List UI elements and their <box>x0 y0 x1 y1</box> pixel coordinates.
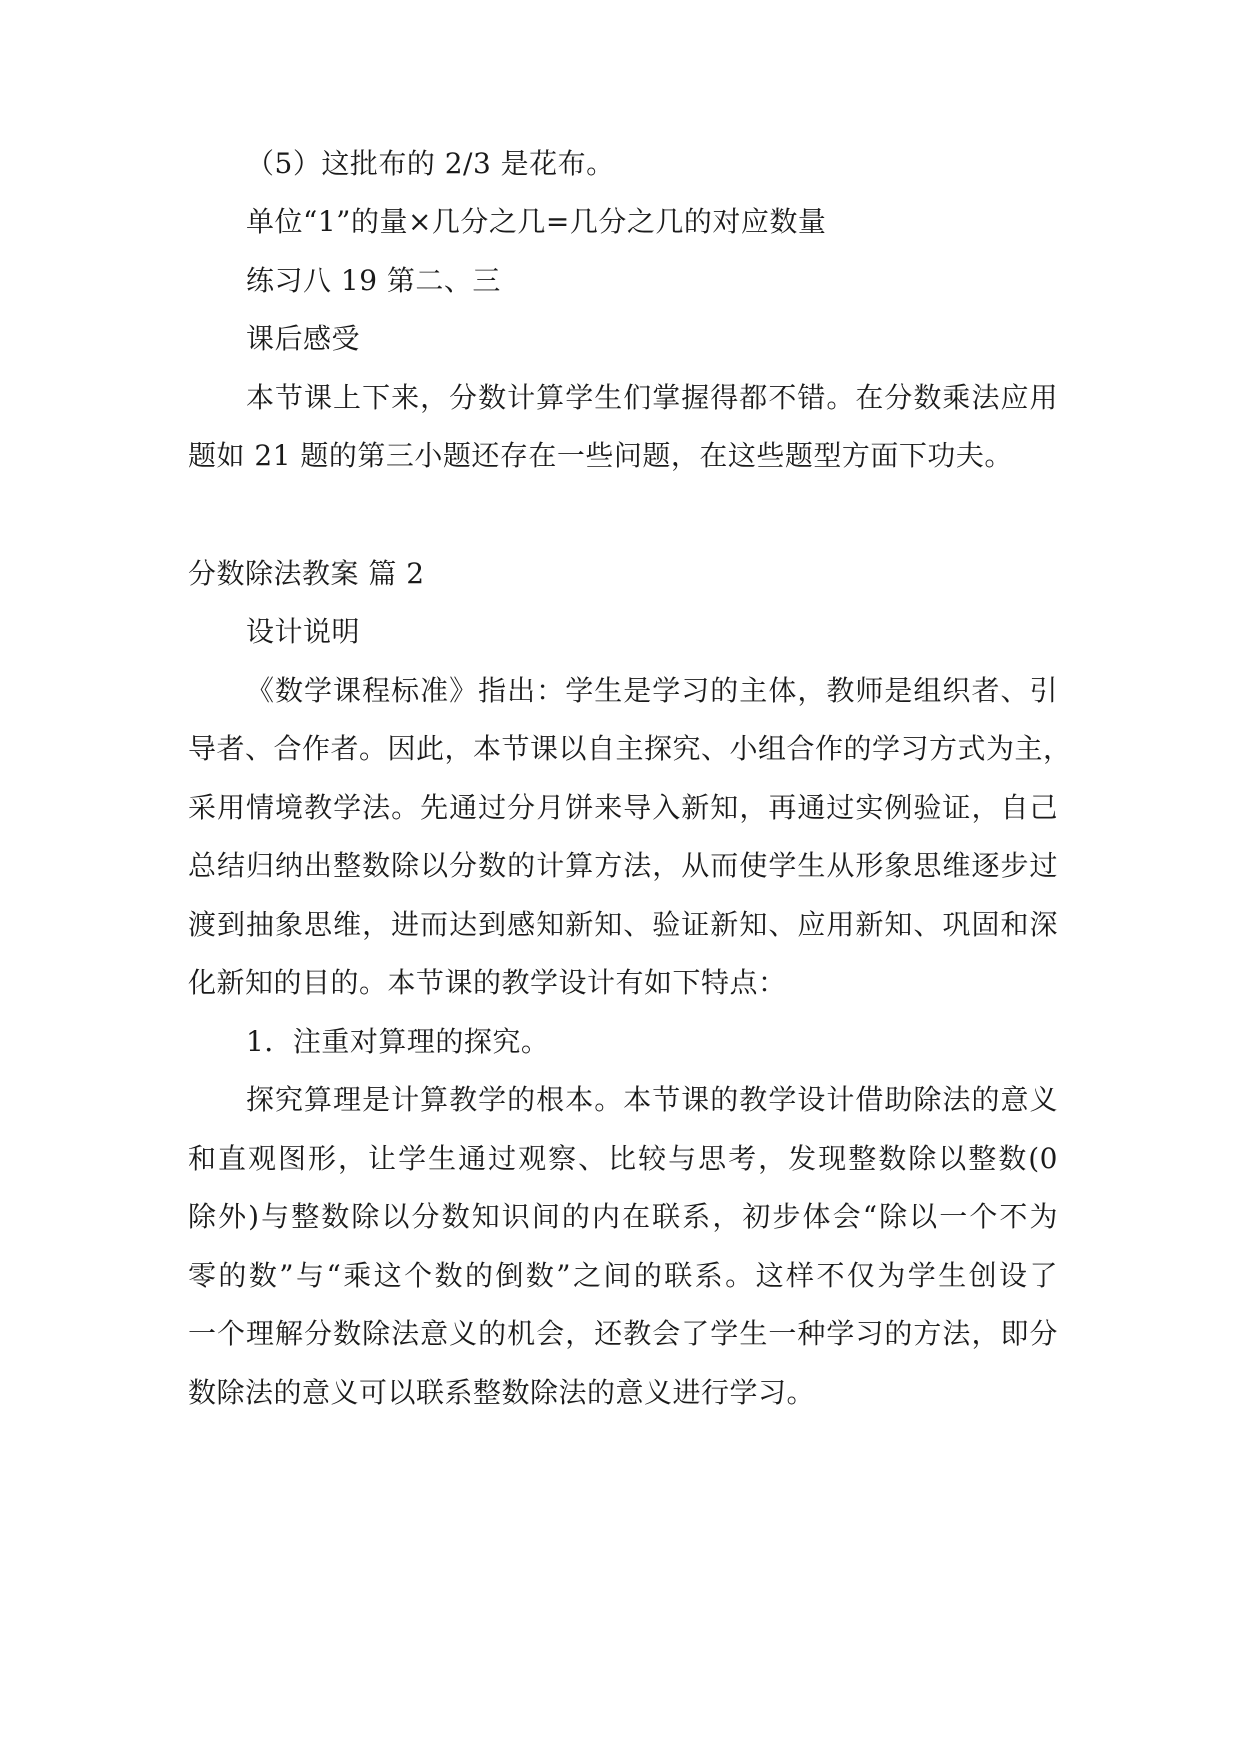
design-paragraph-line: 导者、合作者。因此，本节课以自主探究、小组合作的学习方式为主， <box>188 732 1072 765</box>
point1-paragraph-line: 零的数”与“乘这个数的倒数”之间的联系。这样不仅为学生创设了 <box>188 1259 1058 1292</box>
reflection-line-2: 题如 21 题的第三小题还存在一些问题，在这些题型方面下功夫。 <box>188 439 1013 472</box>
reflection-line-1: 本节课上下来，分数计算学生们掌握得都不错。在分数乘法应用 <box>246 381 1058 414</box>
point1-paragraph-line: 和直观图形，让学生通过观察、比较与思考，发现整数除以整数(0 <box>188 1142 1058 1175</box>
design-paragraph-line: 化新知的目的。本节课的教学设计有如下特点： <box>188 966 787 999</box>
point1-paragraph-line: 一个理解分数除法意义的机会，还教会了学生一种学习的方法，即分 <box>188 1317 1058 1350</box>
point1-paragraph-line: 除外)与整数除以分数知识间的内在联系，初步体会“除以一个不为 <box>188 1200 1058 1233</box>
text-line-exercise: 练习八 19 第二、三 <box>246 264 501 297</box>
point1-heading: 1．注重对算理的探究。 <box>246 1025 550 1058</box>
design-heading: 设计说明 <box>246 615 361 648</box>
point1-paragraph-line: 探究算理是计算教学的根本。本节课的教学设计借助除法的意义 <box>246 1083 1058 1116</box>
text-line-formula: 单位“1”的量×几分之几=几分之几的对应数量 <box>246 205 827 238</box>
design-paragraph-line: 采用情境教学法。先通过分月饼来导入新知，再通过实例验证，自己 <box>188 791 1058 824</box>
design-paragraph-line: 《数学课程标准》指出：学生是学习的主体，教师是组织者、引 <box>246 674 1058 707</box>
point1-paragraph-line: 数除法的意义可以联系整数除法的意义进行学习。 <box>188 1376 816 1409</box>
design-paragraph-line: 总结归纳出整数除以分数的计算方法，从而使学生从形象思维逐步过 <box>188 849 1058 882</box>
text-line-item5: （5）这批布的 2/3 是花布。 <box>246 147 615 180</box>
text-line-reflection-heading: 课后感受 <box>246 322 361 355</box>
design-paragraph-line: 渡到抽象思维，进而达到感知新知、验证新知、应用新知、巩固和深 <box>188 908 1058 941</box>
section-title: 分数除法教案 篇 2 <box>188 557 425 590</box>
